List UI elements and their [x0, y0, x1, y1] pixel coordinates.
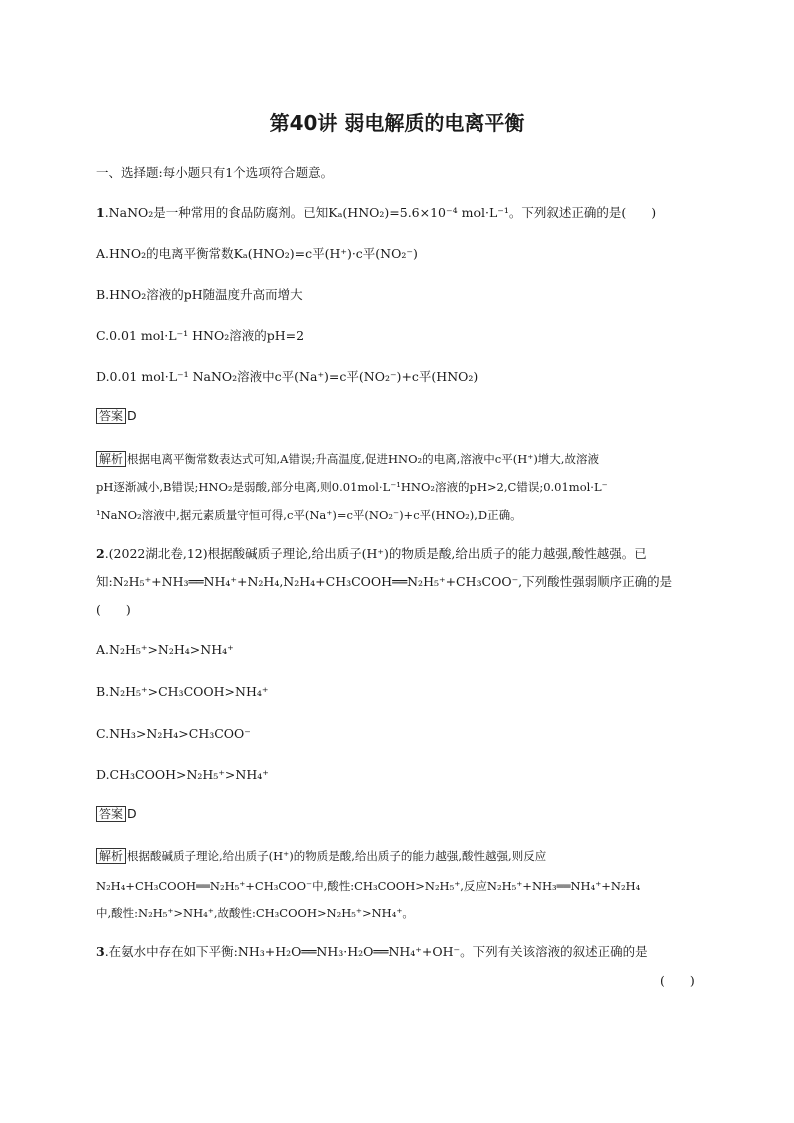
question-stem-text: .NaNO₂是一种常用的食品防腐剂。已知Kₐ(HNO₂)=5.6×10⁻⁴ mol·L⁻¹。下列叙述正确的是( ) — [104, 205, 657, 220]
question-3-answer-blank: ( ) — [660, 973, 695, 988]
question-2-stem-line-3: ( ) — [96, 602, 131, 617]
question-number: 1 — [96, 205, 105, 220]
question-1-option-c: C.0.01 mol·L⁻¹ HNO₂溶液的pH=2 — [96, 328, 305, 343]
question-number: 2 — [96, 546, 105, 561]
question-2-analysis-line-3: 中,酸性:N₂H₅⁺>NH₄⁺,故酸性:CH₃COOH>N₂H₅⁺>NH₄⁺。 — [96, 906, 414, 920]
answer-tag: 答案 — [96, 806, 126, 822]
analysis-tag: 解析 — [96, 848, 126, 864]
question-1-analysis-line-3: ¹NaNO₂溶液中,据元素质量守恒可得,c平(Na⁺)=c平(NO₂⁻)+c平(HNO₂),D正确。 — [96, 508, 522, 522]
answer-value: D — [127, 408, 137, 423]
analysis-text: 根据酸碱质子理论,给出质子(H⁺)的物质是酸,给出质子的能力越强,酸性越强,则反应 — [127, 849, 547, 863]
question-number: 3 — [96, 944, 105, 959]
section-heading: 一、选择题:每小题只有1个选项符合题意。 — [96, 165, 334, 180]
question-2-answer — [96, 806, 137, 822]
analysis-text: 根据电离平衡常数表达式可知,A错误;升高温度,促进HNO₂的电离,溶液中c平(H⁺)增大,故溶液 — [127, 452, 599, 466]
question-2-analysis-line-1 — [96, 848, 546, 864]
answer-tag: 答案 — [96, 408, 126, 424]
question-2-stem-line-2: 知:N₂H₅⁺+NH₃══NH₄⁺+N₂H₄,N₂H₄+CH₃COOH══N₂H₅⁺+CH₃COO⁻,下列酸性强弱顺序正确的是 — [96, 574, 673, 589]
answer-value: D — [127, 806, 137, 821]
question-2-option-a: A.N₂H₅⁺>N₂H₄>NH₄⁺ — [96, 642, 234, 657]
question-2-option-c: C.NH₃>N₂H₄>CH₃COO⁻ — [96, 726, 251, 741]
question-3-stem — [96, 944, 648, 960]
question-2-stem-line-1 — [96, 546, 647, 562]
question-1-answer — [96, 408, 137, 424]
page-title: 第40讲 弱电解质的电离平衡 — [269, 111, 525, 135]
question-2-option-d: D.CH₃COOH>N₂H₅⁺>NH₄⁺ — [96, 767, 269, 782]
analysis-tag: 解析 — [96, 451, 126, 467]
question-2-option-b: B.N₂H₅⁺>CH₃COOH>NH₄⁺ — [96, 684, 269, 699]
question-1-option-b: B.HNO₂溶液的pH随温度升高而增大 — [96, 287, 303, 302]
question-1-analysis-line-1 — [96, 451, 599, 467]
question-2-analysis-line-2: N₂H₄+CH₃COOH══N₂H₅⁺+CH₃COO⁻中,酸性:CH₃COOH>N₂H₅⁺,反应N₂H₅⁺+NH₃══NH₄⁺+N₂H₄ — [96, 879, 641, 893]
question-1-stem — [96, 205, 656, 221]
question-1-option-a: A.HNO₂的电离平衡常数Kₐ(HNO₂)=c平(H⁺)·c平(NO₂⁻) — [96, 246, 418, 261]
question-stem-text: .(2022湖北卷,12)根据酸碱质子理论,给出质子(H⁺)的物质是酸,给出质子的能力越强,酸性越强。已 — [104, 546, 647, 561]
question-stem-text: .在氨水中存在如下平衡:NH₃+H₂O══NH₃·H₂O══NH₄⁺+OH⁻。下列有关该溶液的叙述正确的是 — [104, 944, 648, 959]
question-1-option-d: D.0.01 mol·L⁻¹ NaNO₂溶液中c平(Na⁺)=c平(NO₂⁻)+c平(HNO₂) — [96, 369, 479, 384]
question-1-analysis-line-2: pH逐渐减小,B错误;HNO₂是弱酸,部分电离,则0.01mol·L⁻¹HNO₂溶液的pH>2,C错误;0.01mol·L⁻ — [96, 480, 608, 494]
